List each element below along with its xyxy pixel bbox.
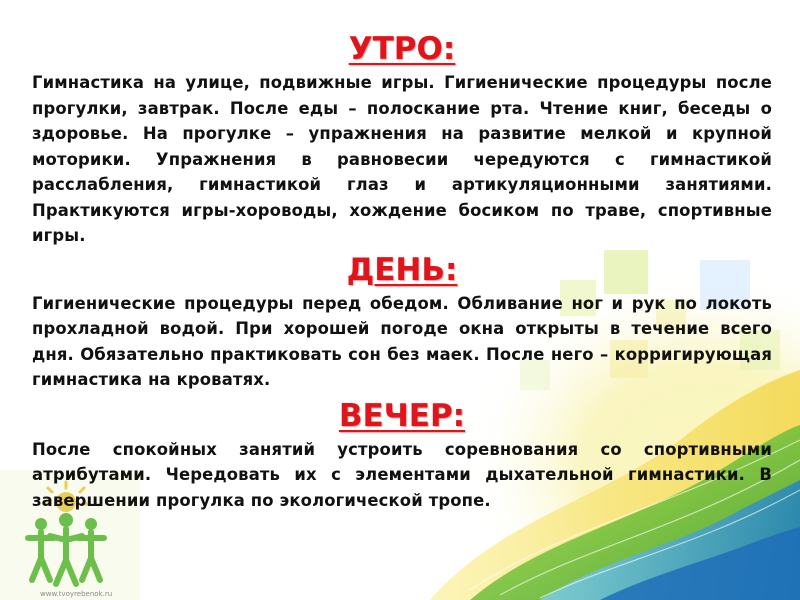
section-morning — [32, 28, 772, 249]
section-text-day: Гигиенические процедуры перед обедом. Обливание ног и рук по локоть прохладной водой. При хорошей погоде окна открыты в течение всего дня. Обязательно практиковать сон без маек. После него – корригирующая гимнастика на кроватях. — [32, 293, 772, 389]
section-text-evening: После спокойных занятий устроить соревнования со спортивными атрибутами. Чередовать их с элементами дыхательной гимнастики. В завершении прогулка по экологической тропе. — [32, 439, 772, 510]
section-heading-morning: УТРО: — [348, 31, 456, 67]
section-heading-day: ДЕНЬ: — [346, 251, 458, 288]
section-day — [32, 249, 772, 393]
section-evening — [32, 395, 772, 514]
slide-content — [32, 28, 772, 513]
section-heading-evening: ВЕЧЕР: — [338, 397, 466, 434]
logo-site-text: www.tvoyrebenok.ru — [40, 590, 113, 598]
section-text-morning: Гимнастика на улице, подвижные игры. Гигиенические процедуры после прогулки, завтрак. После еды – полоскание рта. Чтение книг, беседы о здоровье. На прогулке – упражнения на развитие мелкой и крупной моторики. Упражнения в равновесии чередуются с гимнастикой расслабления, гимнастикой глаз и артикуляционными занятиями. Практикуются игры-хороводы, хождение босиком по траве, спортивные игры. — [32, 73, 772, 245]
